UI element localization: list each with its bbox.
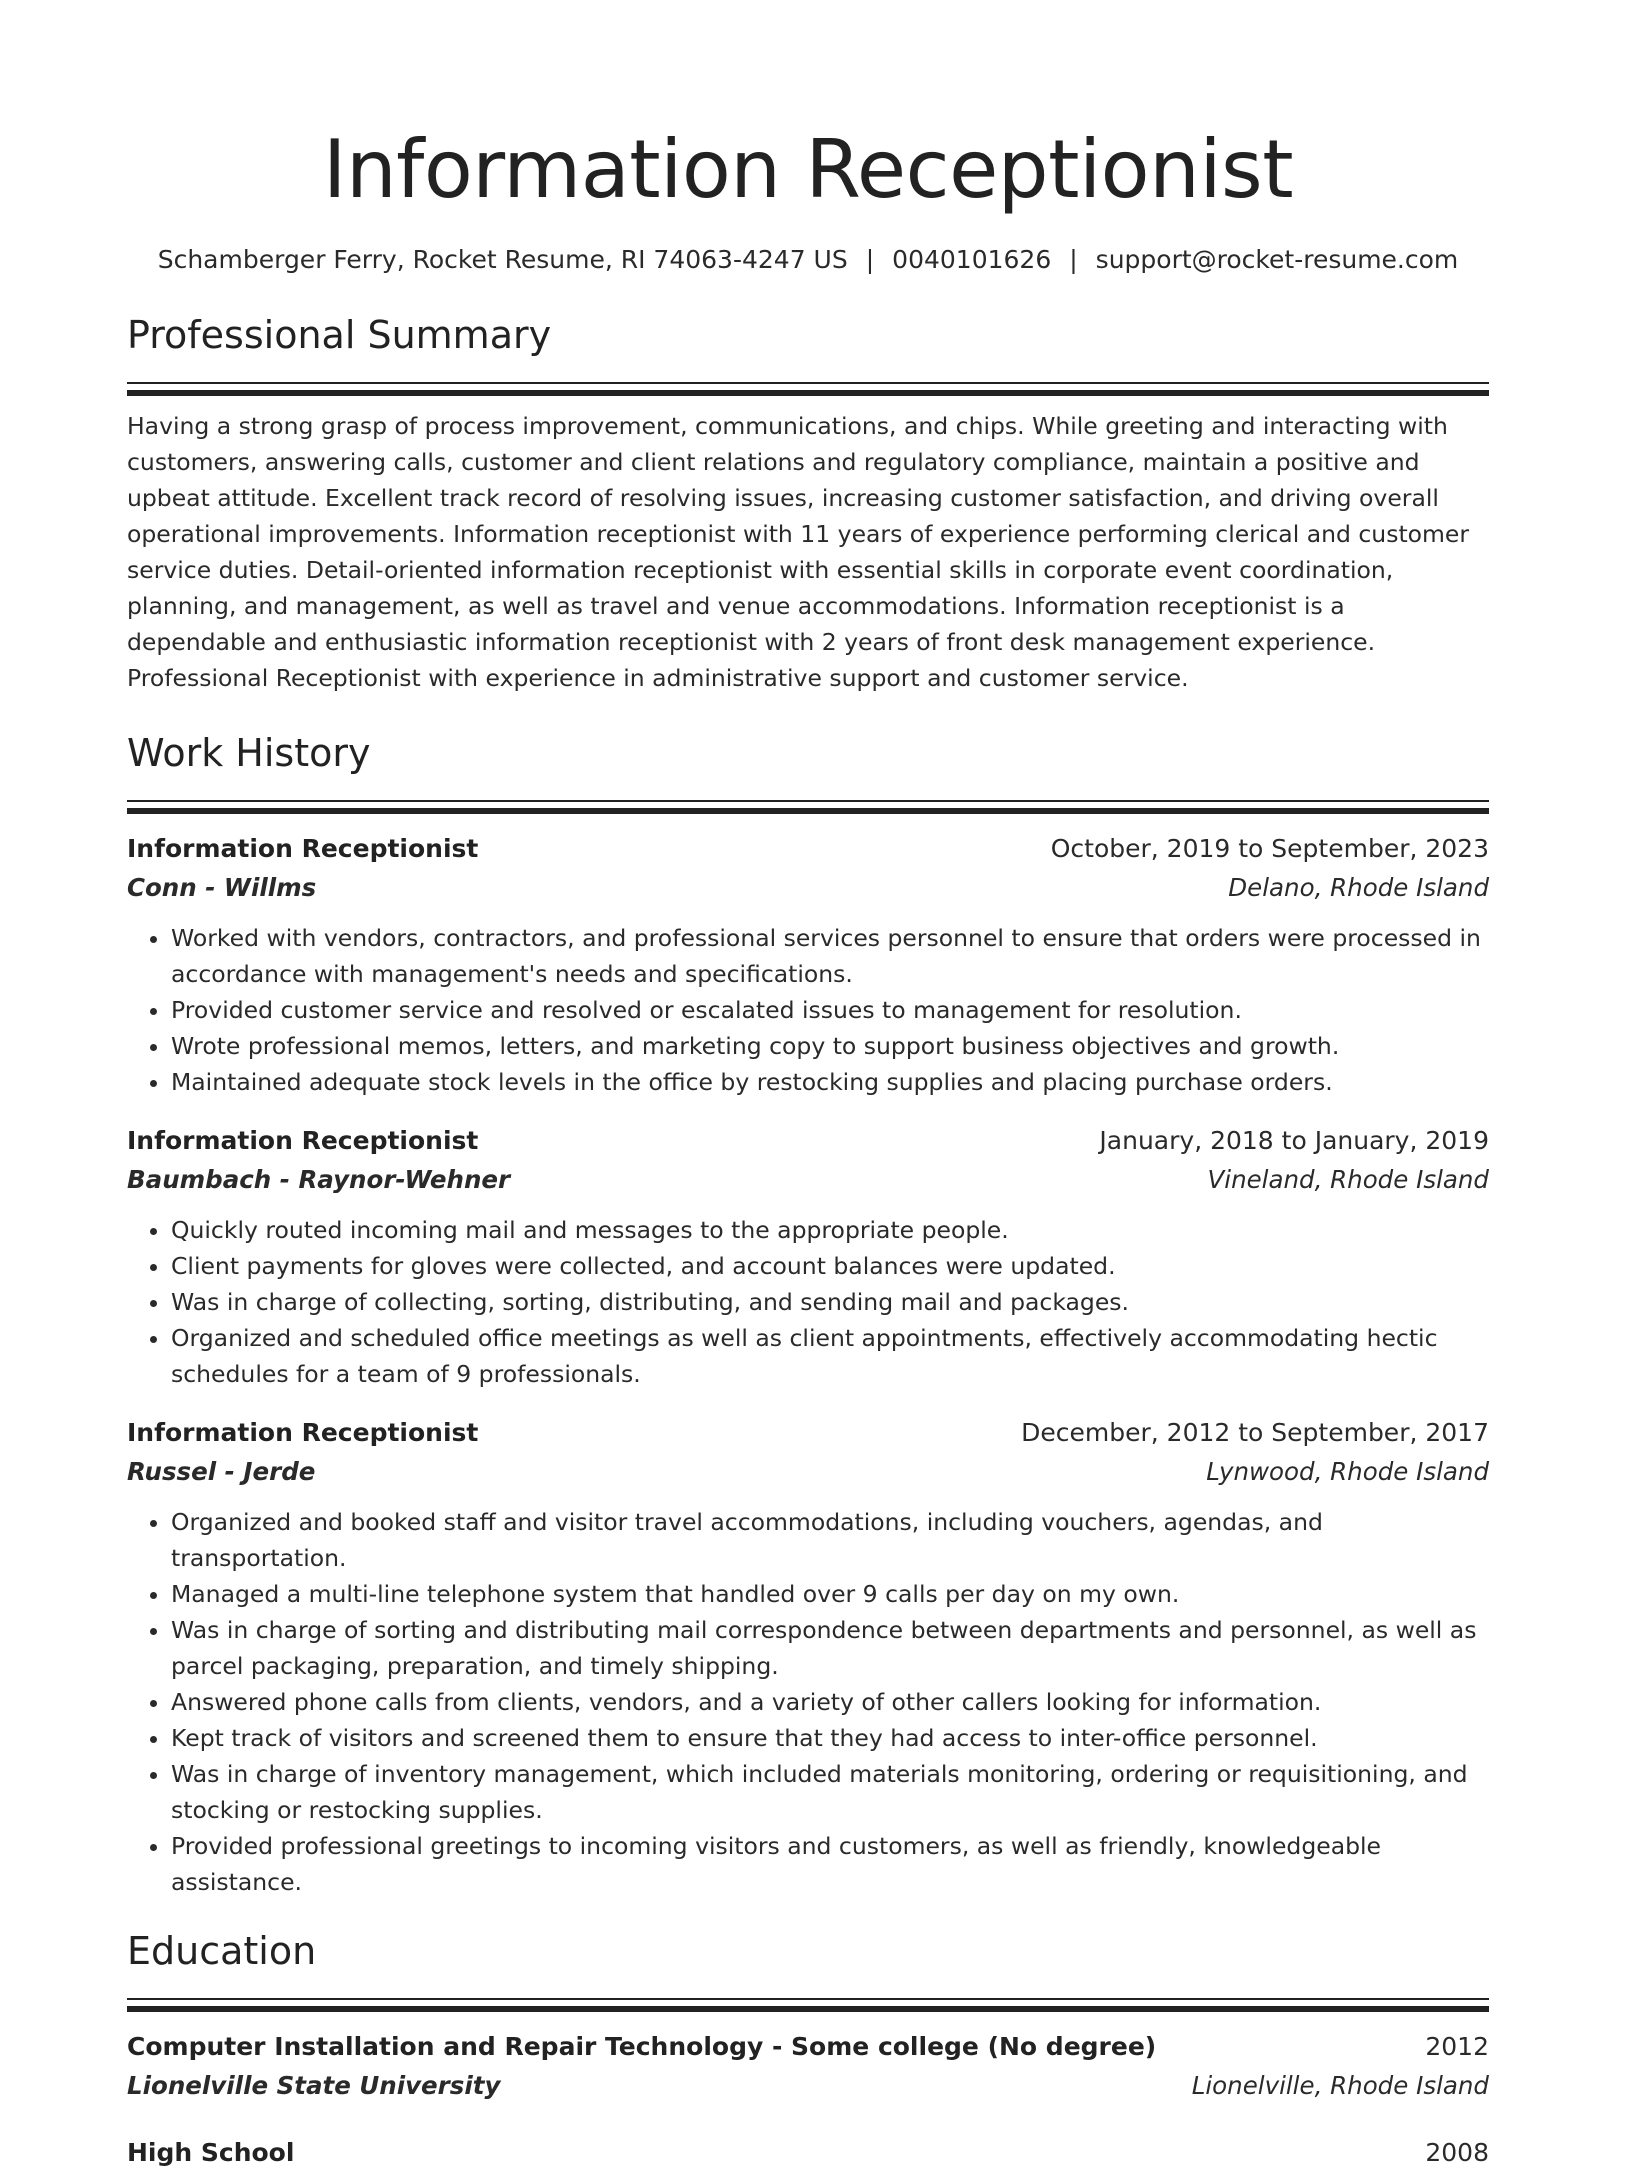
- contact-address: Schamberger Ferry, Rocket Resume, RI 74063-4247 US: [157, 245, 848, 274]
- contact-phone: 0040101626: [892, 245, 1052, 274]
- list-item: • Answered phone calls from clients, vendors, and a variety of other callers looking for information.: [171, 1684, 1489, 1720]
- section-divider: [127, 800, 1489, 814]
- job-bullets: [127, 920, 1489, 1100]
- job-title: Information Receptionist: [127, 1418, 479, 1447]
- section-title-education: Education: [127, 1929, 317, 1973]
- list-item: • Maintained adequate stock levels in the office by restocking supplies and placing purchase orders.: [171, 1064, 1489, 1100]
- list-item: • Provided professional greetings to incoming visitors and customers, as well as friendly, knowledgeable assistance.: [171, 1828, 1489, 1900]
- list-item: • Provided customer service and resolved or escalated issues to management for resolution.: [171, 992, 1489, 1028]
- section-title-work-history: Work History: [127, 731, 371, 775]
- contact-separator: |: [1069, 245, 1078, 274]
- list-item: • Was in charge of inventory management, which included materials monitoring, ordering or requisitioning, and stocking or restocking supplies.: [171, 1756, 1489, 1828]
- education-section: [127, 1926, 1489, 2172]
- job-location: Lynwood, Rhode Island: [1206, 1457, 1489, 1486]
- education-entry: [127, 2028, 1489, 2106]
- job-company: Conn - Willms: [127, 873, 317, 902]
- job-company: Russel - Jerde: [127, 1457, 316, 1486]
- education-degree: High School: [127, 2138, 295, 2167]
- contact-line: [127, 244, 1489, 276]
- list-item: • Wrote professional memos, letters, and marketing copy to support business objectives and growth.: [171, 1028, 1489, 1064]
- job-bullets: [127, 1504, 1489, 1900]
- job-entry: [127, 1414, 1489, 1900]
- list-item: • Kept track of visitors and screened them to ensure that they had access to inter-office personnel.: [171, 1720, 1489, 1756]
- contact-separator: |: [865, 245, 875, 274]
- resume-page: [127, 0, 1489, 2172]
- job-location: Vineland, Rhode Island: [1207, 1165, 1489, 1194]
- job-dates: January, 2018 to January, 2019: [1099, 1126, 1489, 1155]
- list-item: • Managed a multi-line telephone system that handled over 9 calls per day on my own.: [171, 1576, 1489, 1612]
- job-dates: October, 2019 to September, 2023: [1050, 834, 1489, 863]
- section-divider: [127, 382, 1489, 396]
- education-year: 2008: [1425, 2138, 1489, 2167]
- summary-text: Having a strong grasp of process improvement, communications, and chips. While greeting and interacting with customers, answering calls, customer and client relations and regulatory compliance, maintain a positive and upbeat attitude. Excellent track record of resolving issues, increasing customer satisfaction, and driving overall operational improvements. Information receptionist with 11 years of experience performing clerical and customer service duties. Detail-oriented information receptionist with essential skills in corporate event coordination, planning, and management, as well as travel and venue accommodations. Information receptionist is a dependable and enthusiastic information receptionist with 2 years of front desk management experience. Professional Receptionist with experience in administrative support and customer service.: [127, 412, 1470, 692]
- job-bullets: [127, 1212, 1489, 1392]
- list-item: • Quickly routed incoming mail and messages to the appropriate people.: [171, 1212, 1489, 1248]
- resume-name: Information Receptionist: [322, 123, 1294, 216]
- job-company: Baumbach - Raynor-Wehner: [127, 1165, 511, 1194]
- list-item: • Client payments for gloves were collected, and account balances were updated.: [171, 1248, 1489, 1284]
- job-dates: December, 2012 to September, 2017: [1021, 1418, 1489, 1447]
- education-location: Lionelville, Rhode Island: [1191, 2071, 1489, 2100]
- section-divider: [127, 1998, 1489, 2012]
- job-title: Information Receptionist: [127, 834, 479, 863]
- job-location: Delano, Rhode Island: [1228, 873, 1489, 902]
- job-entry: [127, 1122, 1489, 1392]
- summary-section: [127, 310, 1489, 696]
- education-year: 2012: [1425, 2032, 1489, 2061]
- list-item: • Was in charge of sorting and distributing mail correspondence between departments and personnel, as well as parcel packaging, preparation, and timely shipping.: [171, 1612, 1489, 1684]
- contact-email: support@rocket-resume.com: [1095, 245, 1459, 274]
- job-title: Information Receptionist: [127, 1126, 479, 1155]
- list-item: • Worked with vendors, contractors, and professional services personnel to ensure that orders were processed in accordance with management's needs and specifications.: [171, 920, 1489, 992]
- list-item: • Was in charge of collecting, sorting, distributing, and sending mail and packages.: [171, 1284, 1489, 1320]
- list-item: • Organized and scheduled office meetings as well as client appointments, effectively accommodating hectic schedules for a team of 9 professionals.: [171, 1320, 1489, 1392]
- work-history-section: [127, 728, 1489, 1900]
- education-school: Lionelville State University: [127, 2071, 501, 2100]
- list-item: • Organized and booked staff and visitor travel accommodations, including vouchers, agendas, and transportation.: [171, 1504, 1489, 1576]
- education-degree: Computer Installation and Repair Technology - Some college (No degree): [127, 2032, 1157, 2061]
- education-entry: [127, 2134, 1489, 2172]
- job-entry: [127, 830, 1489, 1100]
- section-title-summary: Professional Summary: [127, 313, 552, 357]
